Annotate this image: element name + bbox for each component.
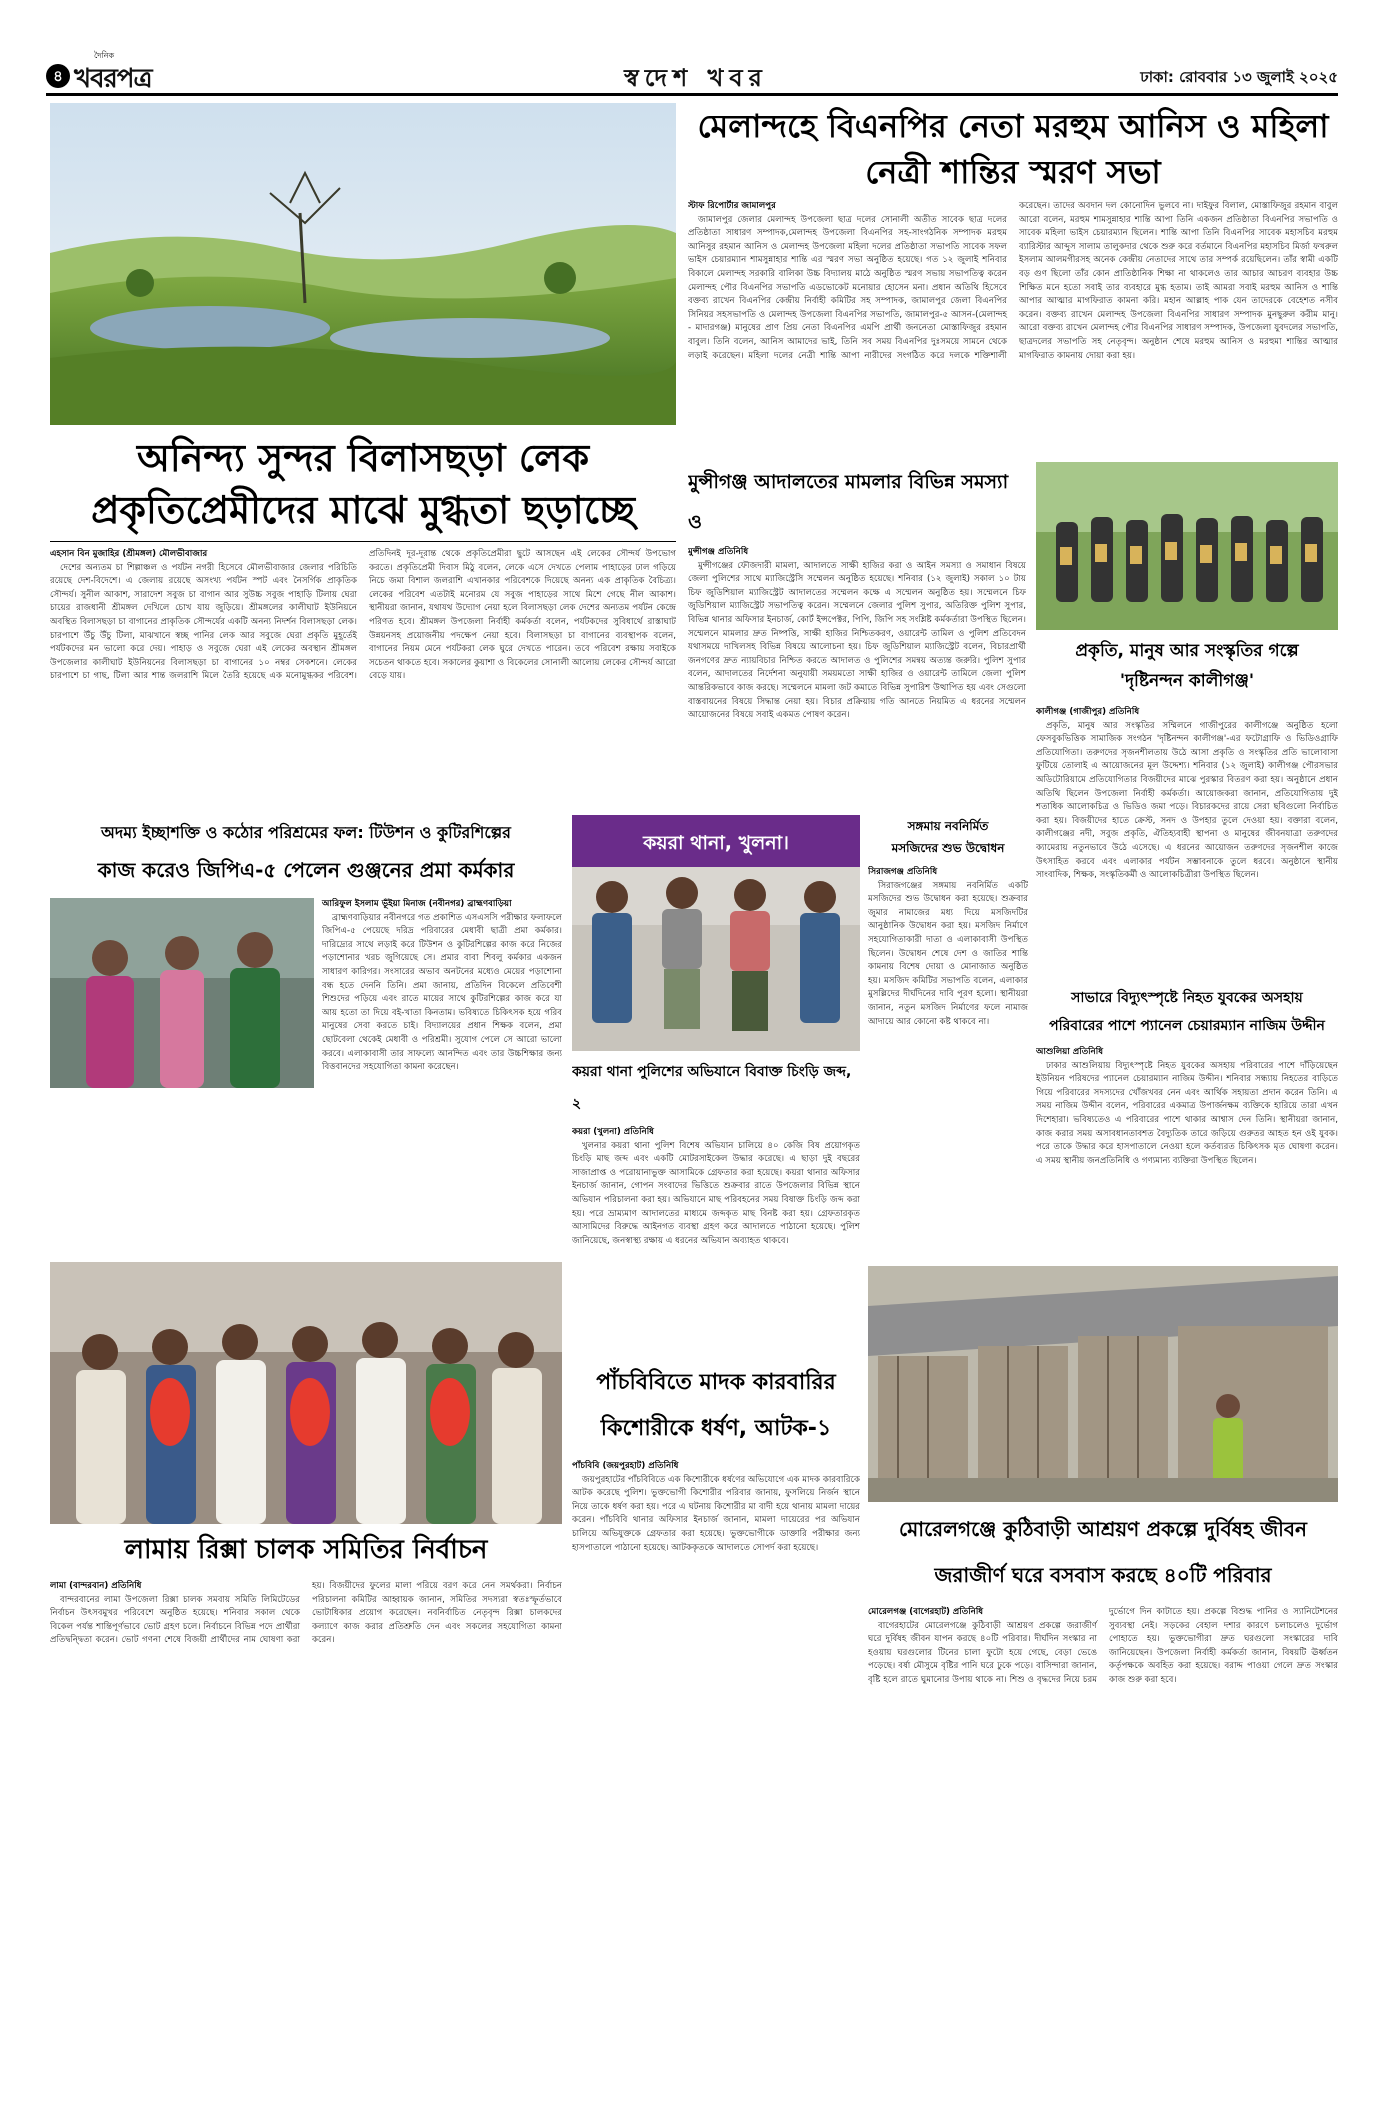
story11-body [868,1606,1338,1906]
story9-byline: লামা (বান্দরবান) প্রতিনিধি [50,1581,142,1591]
story5-headline-line2: পরিবারের পাশে প্যানেল চেয়ারম্যান নাজিম উদ্দীন [1049,1018,1325,1034]
story10-headline-line1: পাঁচবিবিতে মাদক কারবারির [596,1370,836,1395]
story4-byline: কালীগঞ্জ (গাজীপুর) প্রতিনিধি [1036,707,1140,717]
story1-headline-line1: মেলান্দহে বিএনপির নেতা মরহুম আনিস ও মহিলা [697,107,1329,145]
story9-body [50,1580,562,1906]
story11-byline: মোরেলগঞ্জ (বাগেরহাট) প্রতিনিধি [868,1607,984,1617]
story10-headline [572,1360,860,1456]
story3-headline-line1: মুন্সীগঞ্জ আদালতের মামলার বিভিন্ন সমস্যা ও [688,471,1009,533]
story7-body [572,1126,860,1354]
story1-headline-line2: নেত্রী শান্তির স্মরণ সভা [865,153,1161,191]
story5-text: ঢাকার আশুলিয়ায় বিদ্যুৎস্পৃষ্টে নিহত যুবকের অসহায় পরিবারের পাশে দাঁড়িয়েছেন ইউনিয়ন পরিষদের প্যানেল চেয়ারম্যান নাজিম উদ্দীন। শনিবার সন্ধ্যায় নিহতের বাড়িতে গিয়ে পরিবারের সদস্যদের খোঁজখবর নেন এবং আর্থিক সহায়তা প্রদান করেন তিনি। এ সময় নাজিম উদ্দীন বলেন, পরিবারের একমাত্র উপার্জনক্ষম ব্যক্তিকে হারিয়ে তারা এখন দিশেহারা। ভবিষ্যতেও এ পরিবারের পাশে থাকার আশ্বাস দেন তিনি। স্থানীয়রা জানান, কাজ করার সময় অসাবধানতাবশত বৈদ্যুতিক তারে জড়িয়ে গুরুতর আহত হন ওই যুবক। পরে তাকে উদ্ধার করে হাসপাতালে নেওয়া হলে কর্তব্যরত চিকিৎসক মৃত ঘোষণা করেন। এ সময় স্থানীয় জনপ্রতিনিধি ও গণ্যমান্য ব্যক্তিরা উপস্থিত ছিলেন। [1036,1060,1338,1166]
story6-byline: আরিফুল ইসলাম ভূঁইয়া মিনাজ (নবীনগর) ব্রাহ্মণবাড়িয়া [322,899,512,909]
page-number: ৪ [46,64,70,88]
story6-headline [50,815,562,891]
newspaper-logo: খবরপত্র [74,64,152,94]
story3-text: মুন্সীগঞ্জের ফৌজদারী মামলা, আদালতে সাক্ষী হাজির করা ও আইন সমস্যা ও সমাধান বিষয়ে জেলা পুলিশের সাথে ম্যাজিস্ট্রেসি সম্মেলন অনুষ্ঠিত হয়েছে। শনিবার (১২ জুলাই) সকাল ১০ টায় চিফ জুডিশিয়াল ম্যাজিস্ট্রেট আদালতের সম্মেলন কক্ষে এ সম্মেলন অনুষ্ঠিত হয়। সম্মেলনে চিফ জুডিশিয়াল ম্যাজিস্ট্রেট সভাপতিত্ব করেন। সম্মেলনে জেলার পুলিশ সুপার, অতিরিক্ত পুলিশ সুপার, বিভিন্ন থানার অফিসার ইনচার্জ, কোর্ট ইন্সপেক্টর, পিপি, জিপি সহ সংশ্লিষ্ট কর্মকর্তারা উপস্থিত ছিলেন। সম্মেলনে মামলার দ্রুত নিষ্পত্তি, সাক্ষী হাজির নিশ্চিতকরণ, ওয়ারেন্ট তামিল ও পুলিশ প্রতিবেদন যথাসময়ে দাখিলসহ বিভিন্ন বিষয়ে আলোচনা হয়। চিফ জুডিশিয়াল ম্যাজিস্ট্রেট বলেন, বিচারপ্রার্থী জনগণের দ্রুত ন্যায়বিচার নিশ্চিত করতে আদালত ও পুলিশের সমন্বয় অত্যন্ত জরুরি। পুলিশ সুপার বলেন, আদালতের নির্দেশনা অনুযায়ী সময়মতো সাক্ষী হাজির ও ওয়ারেন্ট তামিলে জেলা পুলিশ আন্তরিকভাবে কাজ করছে। সম্মেলনে মামলা জট কমাতে বিভিন্ন সুপারিশ উত্থাপিত হয় এবং সেগুলো বাস্তবায়নের বিষয়ে সিদ্ধান্ত নেয়া হয়। বিচার প্রক্রিয়ায় গতি আনতে নিয়মিত এ ধরনের সম্মেলন আয়োজনের বিষয়ে সবাই একমত পোষণ করেন। [688,560,1026,721]
logo-tagline: দৈনিক [94,51,115,60]
story3-headline [688,462,1026,542]
story7-headline-line2 [572,1120,860,1122]
story8-headline-line2: মসজিদের শুভ উদ্বোধন [891,841,1005,855]
lake-photo [50,103,676,425]
story5-byline: আশুলিয়া প্রতিনিধি [1036,1047,1104,1057]
story6-headline-line1: অদম্য ইচ্ছাশক্তি ও কঠোর পরিশ্রমের ফল: টিউশন ও কুটিরশিল্পের [101,823,511,842]
story4-headline-line1: প্রকৃতি, মানুষ আর সংস্কৃতির গল্পে [1075,641,1299,661]
story4-text: প্রকৃতি, মানুষ আর সংস্কৃতির সম্মিলনে গাজীপুরের কালীগঞ্জে অনুষ্ঠিত হলো ফেসবুকভিত্তিক সামাজিক সংগঠন 'দৃষ্টিনন্দন কালীগঞ্জ'-এর ফটোগ্রাফি ও ভিডিওগ্রাফি প্রতিযোগিতা। তরুণদের সৃজনশীলতায় উঠে আসা প্রকৃতি ও সংস্কৃতির প্রতি ভালোবাসা ফুটিয়ে তোলাই এ আয়োজনের মূল উদ্দেশ্য। শনিবার (১২ জুলাই) কালীগঞ্জ পৌরসভার অডিটোরিয়ামে প্রতিযোগিতার বিজয়ীদের মাঝে পুরস্কার বিতরণ করা হয়। অনুষ্ঠানে প্রধান অতিথি ছিলেন উপজেলা নির্বাহী কর্মকর্তা। আয়োজকরা জানান, প্রতিযোগিতায় দুই শতাধিক আলোকচিত্র ও ভিডিও জমা পড়ে। বিচারকদের রায়ে সেরা ছবিগুলো নির্বাচিত করা হয়। বিজয়ীদের হাতে ক্রেস্ট, সনদ ও উপহার তুলে দেওয়া হয়। বক্তারা বলেন, কালীগঞ্জের নদী, সবুজ প্রকৃতি, ঐতিহ্যবাহী স্থাপনা ও মানুষের জীবনযাত্রা তরুণদের ক্যামেরায় নতুনভাবে উঠে এসেছে। এ ধরনের আয়োজন তরুণদের সৃজনশীল কাজে উৎসাহিত করবে এবং এলাকার পর্যটন সম্ভাবনাকে তুলে ধরবে। অনুষ্ঠানে স্থানীয় সাংবাদিক, শিক্ষক, সংস্কৃতিকর্মী ও আলোকচিত্রীরা উপস্থিত ছিলেন। [1036,720,1338,881]
story6-body [50,898,562,1256]
story6-text: ব্রাহ্মণবাড়িয়ার নবীনগরে গত প্রকাশিত এসএসসি পরীক্ষার ফলাফলে জিপিএ-৫ পেয়েছে দরিদ্র পরিবারের মেধাবী ছাত্রী প্রমা কর্মকার। দারিদ্র্যের সাথে লড়াই করে টিউশন ও কুটিরশিল্পের কাজ করে নিজের পড়াশোনার খরচ জুগিয়েছে সে। প্রমার বাবা শিবলু কর্মকার একজন সাধারণ কারিগর। সংসারের অভাব অনটনের মধ্যেও মেয়ের পড়াশোনা বন্ধ হতে দেননি তিনি। প্রমা জানায়, প্রতিদিন বিকেলে প্রতিবেশী শিশুদের পড়িয়ে এবং রাতে মায়ের সাথে কুটিরশিল্পের কাজ করে যা আয় হতো তা দিয়ে বই-খাতা কিনতাম। ভবিষ্যতে চিকিৎসক হয়ে গরিব মানুষের সেবা করতে চাই। বিদ্যালয়ের প্রধান শিক্ষক বলেন, প্রমা ছোটবেলা থেকেই মেধাবী ও পরিশ্রমী। সুযোগ পেলে সে আরো ভালো করবে। এলাকাবাসী তার সাফল্যে আনন্দিত এবং তার উচ্চশিক্ষার জন্য বিত্তবানদের সহযোগিতা কামনা করেছেন। [322,912,562,1073]
story7-headline-line1: কয়রা থানা পুলিশের অভিযানে বিবাক্ত চিংড়ি জব্দ, ২ [572,1064,852,1112]
story8-text: সিরাজগঞ্জের সঙ্গমায় নবনির্মিত একটি মসজিদের শুভ উদ্বোধন করা হয়েছে। শুক্রবার জুমার নামাজের মধ্য দিয়ে মসজিদটির আনুষ্ঠানিক উদ্বোধন করা হয়। মসজিদ নির্মাণে সহযোগিতাকারী দাতা ও এলাকাবাসী উপস্থিত ছিলেন। উদ্বোধন শেষে দেশ ও জাতির শান্তি কামনায় বিশেষ দোয়া ও মোনাজাত অনুষ্ঠিত হয়। মসজিদ কমিটির সভাপতি বলেন, এলাকার মুসল্লিদের দীর্ঘদিনের দাবি পূরণ হলো। স্থানীয়রা জানান, নতুন মসজিদ নির্মাণের ফলে নামাজ আদায়ে আর কোনো কষ্ট থাকবে না। [868,880,1028,1027]
story11-text: বাগেরহাটের মোরেলগঞ্জে কুঠিবাড়ী আশ্রয়ণ প্রকল্পে জরাজীর্ণ ঘরে দুর্বিষহ জীবন যাপন করছে ৪০টি পরিবার। দীর্ঘদিন সংস্কার না হওয়ায় ঘরগুলোর টিনের চালা ফুটো হয়ে গেছে, বেড়া ভেঙে পড়েছে। বর্ষা মৌসুমে বৃষ্টির পানি ঘরে ঢুকে পড়ে। বাসিন্দারা জানান, বৃষ্টি হলে রাতে ঘুমানোর উপায় থাকে না। শিশু ও বৃদ্ধদের নিয়ে চরম দুর্ভোগে দিন কাটাতে হয়। প্রকল্পে বিশুদ্ধ পানির ও স্যানিটেশনের সুব্যবস্থা নেই। সড়কের বেহাল দশার কারণে চলাচলেও দুর্ভোগ পোহাতে হয়। ভুক্তভোগীরা দ্রুত ঘরগুলো সংস্কারের দাবি জানিয়েছেন। উপজেলা নির্বাহী কর্মকর্তা জানান, বিষয়টি ঊর্ধ্বতন কর্তৃপক্ষকে অবহিত করা হয়েছে। বরাদ্দ পাওয়া গেলে দ্রুত সংস্কার কাজ শুরু করা হবে। [868,1607,1338,1685]
story8-body [868,866,1028,1256]
story9-text: বান্দরবানের লামা উপজেলা রিক্সা চালক সমবায় সমিতি লিমিটেডের নির্বাচন উৎসবমুখর পরিবেশে অনুষ্ঠিত হয়েছে। শনিবার সকাল থেকে বিকেল পর্যন্ত শান্তিপূর্ণভাবে ভোট গ্রহণ চলে। নির্বাচনে বিভিন্ন পদে প্রার্থীরা প্রতিদ্বন্দ্বিতা করেন। ভোট গণনা শেষে বিজয়ী প্রার্থীদের নাম ঘোষণা করা হয়। বিজয়ীদের ফুলের মালা পরিয়ে বরণ করে নেন সমর্থকরা। নির্বাচন পরিচালনা কমিটির আহ্বায়ক জানান, সমিতির সদস্যরা স্বতঃস্ফূর্তভাবে ভোটাধিকার প্রয়োগ করেছেন। নবনির্বাচিত নেতৃবৃন্দ রিক্সা চালকদের কল্যাণে কাজ করার প্রতিশ্রুতি দেন এবং সকলের সহযোগিতা কামনা করেন। [50,1581,562,1646]
story2-body [50,548,676,808]
story7-text: খুলনার কয়রা থানা পুলিশ বিশেষ অভিযান চালিয়ে ৪০ কেজি বিষ প্রয়োগকৃত চিংড়ি মাছ জব্দ এবং একটি মোটরসাইকেল উদ্ধার করেছে। এ ছাড়া দুই বছরের সাজাপ্রাপ্ত ও পরোয়ানাভুক্ত আসামিকে গ্রেফতার করা হয়েছে। কয়রা থানার অফিসার ইনচার্জ জানান, গোপন সংবাদের ভিত্তিতে শুক্রবার রাতে উপজেলার বিভিন্ন স্থানে অভিযান পরিচালনা করা হয়। অভিযানে মাছ পরিবহনের সময় বিষাক্ত চিংড়ি জব্দ করা হয়। পরে ভ্রাম্যমাণ আদালতের মাধ্যমে জব্দকৃত মাছ বিনষ্ট করা হয়। গ্রেফতারকৃত আসামিদের বিরুদ্ধে আইনগত ব্যবস্থা গ্রহণ করে আদালতে পাঠানো হয়েছে। পুলিশ জানিয়েছে, জনস্বাস্থ্য রক্ষায় এ ধরনের অভিযান অব্যাহত থাকবে। [572,1140,860,1246]
section-title: স্বদেশ খবর [624,64,768,92]
story9-headline [50,1528,562,1574]
story4-body [1036,706,1338,980]
story4-headline-line2: 'দৃষ্টিনন্দন কালীগঞ্জ' [1119,671,1255,691]
story5-headline-line1: সাভারে বিদ্যুৎস্পৃষ্টে নিহত যুবকের অসহায় [1071,990,1303,1006]
story11-headline-line1: মোরেলগঞ্জে কুঠিবাড়ী আশ্রয়ণ প্রকল্পে দুর্বিষহ জীবন [899,1517,1307,1541]
story1-body [688,200,1338,458]
story8-byline: সিরাজগঞ্জ প্রতিনিধি [868,867,938,877]
story10-headline-line2: কিশোরীকে ধর্ষণ, আটক-১ [600,1416,832,1441]
story6-headline-line2: কাজ করেও জিপিএ-৫ পেলেন গুঞ্জনের প্রমা কর্মকার [97,858,515,882]
story9-headline-line1: লামায় রিক্সা চালক সমিতির নির্বাচন [124,1535,488,1565]
story1-headline [688,103,1338,195]
story1-text: জামালপুর জেলার মেলান্দহ উপজেলা ছাত্র দলের সোনালী অতীত সাবেক ছাত্র দলের প্রতিষ্ঠাতা সাধারণ সম্পাদক,মেলান্দহ উপজেলা বিএনপির সহ-সাংগঠনিক সম্পাদক মরহুম আনিসুর রহমান আনিস ও মেলান্দহ উপজেলা মহিলা দলের প্রতিষ্ঠাতা সভাপতি সাবেক সফল ভাইস চেয়ারম্যান শামসুন্নাহার শান্তি এর স্মরণ সভা অনুষ্ঠিত হয়েছে। গত ১২ জুলাই শনিবার বিকালে মেলান্দহ সরকারি বালিকা উচ্চ বিদ্যালয় মাঠে অনুষ্ঠিত স্মরণ সভায় সভাপতিত্ব করেন মেলান্দহ পৌর বিএনপির সভাপতি এডভোকেট মনোয়ার হোসেন মনা। প্রধান অতিথি হিসেবে বক্তব্য রাখেন বিএনপির কেন্দ্রীয় নির্বাহী কমিটির সহ সম্পাদক, জামালপুর জেলা বিএনপির সিনিয়র সহসভাপতি ও মেলান্দহ উপজেলা বিএনপির সভাপতি, জামালপুর-৫ আসন-(মেলান্দহ - মাদারগঞ্জ) মানুষের প্রাণ প্রিয় নেতা বিএনপির এমপি প্রার্থী জননেতা মোস্তাফিজুর রহমান বাবুল। তিনি বলেন, আনিস আমাদের ভাই, তিনি সব সময় বিএনপির দুঃসময়ে সামনে থেকে লড়াই করেছেন। মহিলা দলের নেত্রী শান্তি আপা নারীদের সংগঠিত করে দলকে শক্তিশালী করেছেন। তাদের অবদান দল কোনোদিন ভুলবে না। দাইফুর বিলাল, মোস্তাফিজুর রহমান বাবুল আরো বলেন, মরহুম শামসুন্নাহার শান্তি আপা তিনি একজন প্রতিষ্ঠাতা বিএনপির সভাপতি ও সাবেক মহিলা ভাইস চেয়ারম্যান ছিলেন। শান্তি আপা তিনি বিএনপির সাবেক মহাসচিব মরহুম ব্যারিস্টার আব্দুস সালাম তালুকদার থেকে শুরু করে বর্তমানে বিএনপির মহাসচিব মির্জা ফখরুল ইসলাম আলমগীরসহ অনেক কেন্দ্রীয় নেতাদের সাথে তার সম্পর্ক রয়েছিলেন। তাঁর স্বামী একটি বড় গুণ ছিলো তাঁর কোন প্রাতিষ্ঠানিক শিক্ষা না থাকলেও তার আচার আচরণ ব্যবহার উচ্চ শিক্ষিত মনে হতো সবাই তার ব্যবহারে মুগ্ধ হতাম। তাই আমরা সবাই মরহুম আনিস ও শান্তি আপার আত্মার মাগফিরাত কামনা করি। মহান আল্লাহ পাক যেন তাদেরকে বেহেশত নসীব করেন। বক্তব্য রাখেন মেলান্দহ উপজেলা বিএনপির সাধারণ সম্পাদক মুনছুরুল করীম মানু। আরো বক্তব্য রাখেন মেলান্দহ পৌর বিএনপির সাধারণ সম্পাদক, উপজেলা যুবদলের সভাপতি, ছাত্রদলের সভাপতি সহ নেতৃবৃন্দ। অনুষ্ঠান শেষে মরহুম আনিস ও মরহুমা শান্তির আত্মার মাগফিরাত কামনায় দোয়া করা হয়। [688,201,1338,361]
award-group-photo [1036,462,1338,630]
story2-byline: এহসান বিন মুজাহির (শ্রীমঙ্গল) মৌলভীবাজার [50,549,208,559]
story2-headline-line1: অনিন্দ্য সুন্দর বিলাসছড়া লেক [136,435,590,480]
ashrayan-houses-photo [868,1266,1338,1502]
story5-headline [1036,984,1338,1042]
story4-headline [1036,636,1338,700]
story10-byline: পাঁচবিবি (জয়পুরহাট) প্রতিনিধি [572,1461,679,1471]
rickshaw-election-photo [50,1262,562,1524]
issue-date: ঢাকা: রোববার ১৩ জুলাই ২০২৫ [1140,68,1338,86]
story10-body [572,1460,860,1906]
story1-byline: স্টাফ রিপোর্টার জামালপুর [688,201,776,211]
story8-headline-line1: সঙ্গমায় নবনির্মিত [907,819,989,833]
story7-headline [572,1056,860,1122]
story8-headline [868,815,1028,863]
story11-headline-line2: জরাজীর্ণ ঘরে বসবাস করছে ৪০টি পরিবার [934,1563,1272,1587]
page-header [46,51,1338,96]
story2-headline [50,432,676,542]
story7-byline: কয়রা (খুলনা) প্রতিনিধি [572,1127,654,1137]
story5-body [1036,1046,1338,1264]
story2-text: দেশের অন্যতম চা শিল্পাঞ্চল ও পর্যটন নগরী হিসেবে মৌলভীবাজার জেলার পরিচিতি রয়েছে দেশ-বিদেশে। এ জেলায় রয়েছে অসংখ্য পর্যটন স্পট এবং নৈসর্গিক প্রাকৃতিক সৌন্দর্য। সুনীল আকাশ, সারাদেশ সবুজ চা বাগান আর সুউচ্চ সবুজ পাহাড়ি টিলায় ঘেরা চায়ের রাজধানী শ্রীমঙ্গল দেখিলে চোখ যায় জুড়িয়ে। শ্রীমঙ্গলের কালীঘাট ইউনিয়নে অবস্থিত বিলাসছড়া চা বাগানের প্রাকৃতিক সৌন্দর্যের একটি অনন্য নিদর্শন বিলাসছড়া লেক। চারপাশে উঁচু উঁচু টিলা, মাঝখানে স্বচ্ছ পানির লেক আর সবুজে ঘেরা প্রকৃতি মুহূর্তেই পর্যটকদের মন ভালো করে দেয়। পাহাড় ও সবুজে ঘেরা এই লেকের অবস্থান শ্রীমঙ্গল উপজেলার কালীঘাট ইউনিয়নের বিলাসছড়া চা বাগানের ১০ নম্বর সেকশনে। লেকের চারপাশে চা গাছ, টিলা আর শান্ত জলরাশি মিলে তৈরি হয়েছে এক মনোমুগ্ধকর পরিবেশ। প্রতিদিনই দূর-দূরান্ত থেকে প্রকৃতিপ্রেমীরা ছুটে আসছেন এই লেকের সৌন্দর্য উপভোগ করতে। প্রকৃতিপ্রেমী দিবাস মিঠু বলেন, লেকে এসে দেখতে পেলাম পাহাড়ের ঢাল গড়িয়ে নিচে জমা বিশাল জলরাশি এখানকার পরিবেশকে দিয়েছে অনন্য এক প্রাকৃতিক বৈচিত্র্য। লেকের পরিবেশ এতটাই মনোরম যে সবুজ পাহাড়ের সাথে মিশে গেছে নীল আকাশ। স্থানীয়রা জানান, যথাযথ উদ্যোগ নেয়া হলে বিলাসছড়া লেক দেশের অন্যতম পর্যটন কেন্দ্রে পরিণত হবে। শ্রীমঙ্গল উপজেলা নির্বাহী কর্মকর্তা বলেন, পর্যটকদের সুবিধার্থে রাস্তাঘাট উন্নয়নসহ প্রয়োজনীয় পদক্ষেপ নেয়া হবে। বিলাসছড়া চা বাগানের ব্যবস্থাপক বলেন, বাগানের নিয়ম মেনে পর্যটকরা লেক ঘুরে দেখতে পারেন। তবে পরিবেশ রক্ষায় সবাইকে সচেতন থাকতে হবে। সকালের কুয়াশা ও বিকেলের সোনালী আলোয় লেকের সৌন্দর্য আরো বেড়ে যায়। [50,549,676,682]
story3-byline: মুন্সীগঞ্জ প্রতিনিধি [688,547,749,557]
story11-headline [868,1506,1338,1602]
story2-headline-line2: প্রকৃতিপ্রেমীদের মাঝে মুগ্ধতা ছড়াচ্ছে [91,487,635,532]
story10-text: জয়পুরহাটের পাঁচবিবিতে এক কিশোরীকে ধর্ষণের অভিযোগে এক মাদক কারবারিকে আটক করেছে পুলিশ। ভুক্তভোগী কিশোরীর পরিবার জানায়, ফুসলিয়ে নির্জন স্থানে নিয়ে তাকে ধর্ষণ করা হয়। পরে এ ঘটনায় কিশোরীর মা বাদী হয়ে থানায় মামলা দায়ের করেন। পাঁচবিবি থানার অফিসার ইনচার্জ জানান, মামলা দায়েরের পর অভিযান চালিয়ে অভিযুক্তকে গ্রেফতার করা হয়েছে। ভুক্তভোগীকে ডাক্তারি পরীক্ষার জন্য হাসপাতালে পাঠানো হয়েছে। আটককৃতকে আদালতে সোপর্দ করা হয়েছে। [572,1474,860,1553]
story3-body [688,546,1026,808]
koyra-police-banner: কয়রা থানা, খুলনা। [643,832,789,854]
